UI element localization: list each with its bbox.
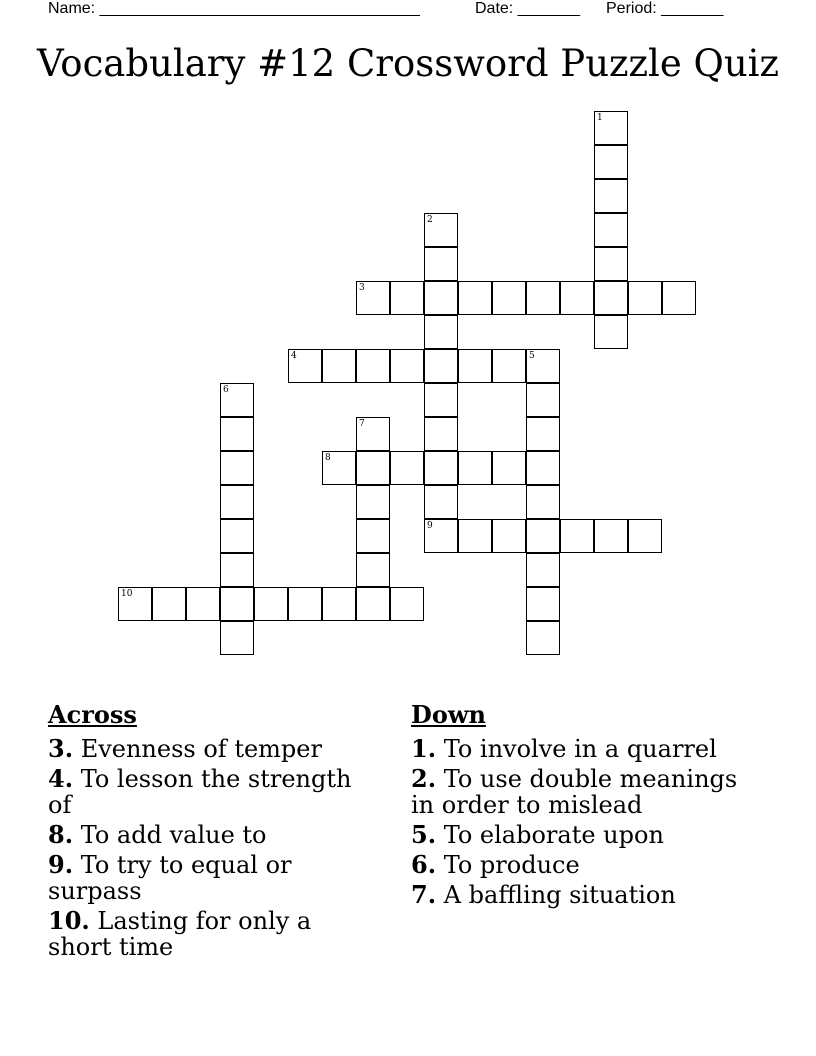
crossword-cell[interactable]	[220, 519, 254, 553]
crossword-cell[interactable]	[322, 349, 356, 383]
crossword-cell[interactable]	[424, 281, 458, 315]
crossword-cell[interactable]	[424, 417, 458, 451]
down-clue	[411, 736, 741, 762]
clue-number: 8.	[48, 820, 74, 849]
clue-text: To try to equal or surpass	[48, 851, 292, 905]
crossword-cell[interactable]	[390, 587, 424, 621]
page-title: Vocabulary #12 Crossword Puzzle Quiz	[36, 42, 779, 85]
clue-text: Evenness of temper	[73, 735, 322, 763]
down-clue	[411, 766, 741, 818]
crossword-cell[interactable]	[492, 281, 526, 315]
crossword-cell[interactable]	[186, 587, 220, 621]
clue-text: Lasting for only a short time	[48, 907, 312, 961]
crossword-cell[interactable]	[594, 179, 628, 213]
crossword-cell[interactable]	[628, 519, 662, 553]
down-clue	[411, 882, 741, 908]
crossword-cell[interactable]	[492, 349, 526, 383]
crossword-cell[interactable]	[424, 519, 458, 553]
crossword-cell[interactable]	[526, 519, 560, 553]
crossword-cell[interactable]	[594, 281, 628, 315]
clue-number: 2.	[411, 764, 437, 793]
crossword-cell[interactable]	[628, 281, 662, 315]
clue-number-label: 5	[529, 351, 535, 361]
crossword-cell[interactable]	[560, 519, 594, 553]
crossword-cell[interactable]	[288, 349, 322, 383]
crossword-cell[interactable]	[526, 383, 560, 417]
down-clues	[411, 700, 741, 912]
clue-text: To involve in a quarrel	[436, 735, 717, 763]
crossword-cell[interactable]	[458, 519, 492, 553]
crossword-cell[interactable]	[322, 451, 356, 485]
crossword-cell[interactable]	[118, 587, 152, 621]
crossword-cell[interactable]	[526, 553, 560, 587]
crossword-cell[interactable]	[424, 485, 458, 519]
crossword-cell[interactable]	[220, 451, 254, 485]
crossword-cell[interactable]	[288, 587, 322, 621]
crossword-cell[interactable]	[424, 451, 458, 485]
crossword-cell[interactable]	[424, 315, 458, 349]
crossword-cell[interactable]	[356, 451, 390, 485]
clue-number: 5.	[411, 820, 437, 849]
crossword-cell[interactable]	[356, 553, 390, 587]
clue-text: To add value to	[73, 821, 267, 849]
crossword-cell[interactable]	[662, 281, 696, 315]
clue-number-label: 3	[359, 283, 365, 293]
clue-number: 7.	[411, 880, 437, 909]
date-field[interactable]: Date: _______	[475, 0, 580, 17]
clue-text: To elaborate upon	[436, 821, 664, 849]
across-clue	[48, 822, 378, 848]
crossword-cell[interactable]	[356, 349, 390, 383]
down-clue-list	[411, 736, 741, 908]
clue-number: 1.	[411, 734, 437, 763]
clue-number-label: 1	[597, 113, 603, 123]
crossword-cell[interactable]	[492, 451, 526, 485]
crossword-cell[interactable]	[424, 349, 458, 383]
crossword-cell[interactable]	[390, 281, 424, 315]
crossword-cell[interactable]	[424, 383, 458, 417]
crossword-cell[interactable]	[390, 451, 424, 485]
crossword-cell[interactable]	[220, 553, 254, 587]
clue-number-label: 7	[359, 419, 365, 429]
crossword-cell[interactable]	[424, 213, 458, 247]
clue-number-label: 10	[121, 589, 133, 599]
clue-number-label: 6	[223, 385, 229, 395]
clue-number: 9.	[48, 850, 74, 879]
clue-number: 4.	[48, 764, 74, 793]
crossword-cell[interactable]	[322, 587, 356, 621]
clue-text: To lesson the strength of	[48, 765, 352, 819]
crossword-cell[interactable]	[594, 315, 628, 349]
crossword-cell[interactable]	[356, 281, 390, 315]
crossword-cell[interactable]	[594, 145, 628, 179]
crossword-cell[interactable]	[220, 485, 254, 519]
crossword-cell[interactable]	[526, 451, 560, 485]
crossword-cell[interactable]	[594, 213, 628, 247]
across-clue	[48, 852, 378, 904]
crossword-cell[interactable]	[152, 587, 186, 621]
across-clue	[48, 766, 378, 818]
clue-number: 6.	[411, 850, 437, 879]
crossword-cell[interactable]	[526, 349, 560, 383]
crossword-cell[interactable]	[458, 349, 492, 383]
crossword-cell[interactable]	[390, 349, 424, 383]
crossword-cell[interactable]	[356, 587, 390, 621]
clue-number-label: 2	[427, 215, 433, 225]
crossword-cell[interactable]	[526, 587, 560, 621]
crossword-cell[interactable]	[220, 383, 254, 417]
clue-number: 10.	[48, 906, 90, 935]
clue-number: 3.	[48, 734, 74, 763]
clue-number-label: 4	[291, 351, 297, 361]
down-clue	[411, 852, 741, 878]
crossword-cell[interactable]	[526, 485, 560, 519]
crossword-cell[interactable]	[220, 417, 254, 451]
clue-number-label: 9	[427, 521, 433, 531]
across-clue	[48, 736, 378, 762]
period-field[interactable]: Period: _______	[606, 0, 724, 17]
down-clue	[411, 822, 741, 848]
across-heading: Across	[48, 700, 137, 729]
crossword-cell[interactable]	[220, 621, 254, 655]
crossword-cell[interactable]	[458, 451, 492, 485]
crossword-cell[interactable]	[594, 247, 628, 281]
crossword-cell[interactable]	[526, 621, 560, 655]
crossword-cell[interactable]	[560, 281, 594, 315]
crossword-cell[interactable]	[356, 519, 390, 553]
crossword-cell[interactable]	[220, 587, 254, 621]
crossword-cell[interactable]	[594, 519, 628, 553]
clue-text: To produce	[436, 851, 580, 879]
clue-text: To use double meanings in order to mislead	[411, 765, 738, 819]
crossword-cell[interactable]	[526, 417, 560, 451]
name-field[interactable]: Name: ____________________________________	[48, 0, 420, 17]
across-clue	[48, 908, 378, 960]
clue-text: A baffling situation	[436, 881, 676, 909]
crossword-cell[interactable]	[526, 281, 560, 315]
crossword-cell[interactable]	[594, 111, 628, 145]
crossword-cell[interactable]	[356, 485, 390, 519]
clue-number-label: 8	[325, 453, 331, 463]
crossword-cell[interactable]	[356, 417, 390, 451]
crossword-cell[interactable]	[492, 519, 526, 553]
crossword-cell[interactable]	[458, 281, 492, 315]
crossword-cell[interactable]	[424, 247, 458, 281]
crossword-cell[interactable]	[254, 587, 288, 621]
down-heading: Down	[411, 700, 486, 729]
across-clue-list	[48, 736, 378, 960]
across-clues	[48, 700, 378, 964]
